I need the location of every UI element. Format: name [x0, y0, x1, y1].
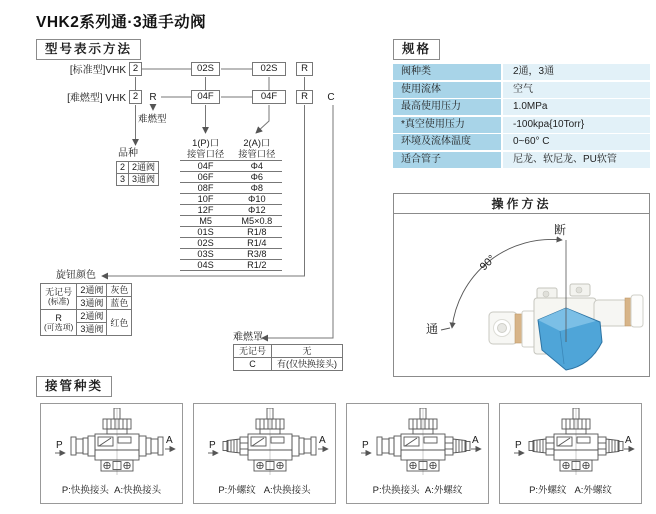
table-row [41, 310, 132, 323]
flame-type-row-label: [难燃型] VHK [67, 93, 126, 104]
spec-value: 0~60° C [503, 134, 650, 150]
table-row [180, 249, 282, 260]
table-row [117, 162, 159, 174]
variety-title: 品种 [118, 148, 138, 159]
variety-code: 3 [117, 174, 129, 186]
flame-cover-table [233, 344, 343, 371]
connection-box [499, 403, 642, 504]
port-size: Φ10 [231, 194, 282, 205]
connection-box [193, 403, 336, 504]
model-code-box: 2 [129, 62, 142, 76]
connection-section-header: 接管种类 [36, 376, 112, 397]
knob-color: 红色 [107, 310, 132, 336]
knob-code: R [55, 312, 62, 323]
model-code-box: 02S [191, 62, 220, 76]
table-row [180, 205, 282, 216]
port-code: 06F [180, 172, 231, 183]
connection-box [346, 403, 489, 504]
knob-group-code [41, 310, 77, 336]
table-row [180, 260, 282, 271]
spec-label: 最高使用压力 [393, 99, 501, 115]
knob-valve-type: 3通阀 [77, 323, 107, 336]
cover-code: 无记号 [234, 345, 272, 358]
knob-valve-type: 2通阀 [77, 310, 107, 323]
table-row [393, 152, 650, 168]
port-size-table [180, 138, 282, 271]
valve-drawing-thread-quick [195, 408, 336, 478]
cover-code: C [234, 358, 272, 371]
port-a-label: A [319, 435, 326, 446]
knob-note: (可选项) [44, 322, 74, 332]
port-code: 03S [180, 249, 231, 260]
flame-type-callout: 难燃型 [138, 114, 167, 125]
model-code-box: 02S [252, 62, 286, 76]
port-col2-sub: 接管口径 [238, 148, 276, 159]
operation-header: 操作方法 [394, 194, 649, 214]
port-col1-sub: 接管口径 [187, 148, 225, 159]
table-row [393, 82, 650, 98]
port-a-label: A [625, 435, 632, 446]
spec-label: 适合管子 [393, 152, 501, 168]
port-size: Φ6 [231, 172, 282, 183]
knob-color: 灰色 [107, 284, 132, 297]
connection-caption: P:快换接头 A:外螺纹 [372, 485, 463, 496]
table-row [393, 64, 650, 80]
knob-valve-type: 2通阀 [77, 284, 107, 297]
port-code: 02S [180, 238, 231, 249]
port-size: Φ12 [231, 205, 282, 216]
variety-name: 3通阀 [129, 174, 159, 186]
valve-drawing-thread-thread [501, 408, 642, 478]
port-p-label: P [56, 440, 63, 451]
valve-drawing-quick-quick [42, 408, 183, 478]
port-p-label: P [515, 440, 522, 451]
page-title: VHK2系列通·3通手动阀 [36, 14, 207, 31]
model-code-box: R [296, 62, 313, 76]
knob-note: (标准) [48, 296, 70, 306]
operation-box [393, 193, 650, 377]
table-row [180, 172, 282, 183]
spec-section-header: 规格 [393, 39, 440, 60]
on-label: 通 [426, 322, 439, 336]
port-col2-title: 2(A)口 [243, 138, 271, 148]
table-row [117, 174, 159, 186]
cover-value: 有(仅快换接头) [272, 358, 343, 371]
port-size: M5×0.8 [231, 216, 282, 227]
model-code-plain: R [149, 92, 157, 103]
variety-code: 2 [117, 162, 129, 174]
spec-label: *真空使用压力 [393, 117, 501, 133]
table-row [180, 183, 282, 194]
port-a-label: A [166, 435, 173, 446]
port-code: 08F [180, 183, 231, 194]
spec-value: 1.0MPa [503, 99, 650, 115]
port-code: M5 [180, 216, 231, 227]
port-size: R1/2 [231, 260, 282, 271]
table-row [180, 138, 282, 161]
port-size: R3/8 [231, 249, 282, 260]
table-row [393, 99, 650, 115]
table-row [180, 194, 282, 205]
connection-caption: P:外螺纹 A:外螺纹 [529, 485, 612, 496]
spec-label: 环境及流体温度 [393, 134, 501, 150]
knob-group-code [41, 284, 77, 310]
variety-table [116, 161, 159, 186]
angle-label: 90° [477, 252, 499, 274]
port-code: 10F [180, 194, 231, 205]
knob-valve-type: 3通阀 [77, 297, 107, 310]
table-row [180, 227, 282, 238]
model-code-box: 2 [129, 90, 142, 104]
spec-value: 空气 [503, 82, 650, 98]
table-row [234, 358, 343, 371]
port-code: 04S [180, 260, 231, 271]
model-code-box: R [296, 90, 313, 104]
port-code: 12F [180, 205, 231, 216]
model-code-box: 04F [191, 90, 220, 104]
port-size: R1/4 [231, 238, 282, 249]
cover-value: 无 [272, 345, 343, 358]
table-row [234, 345, 343, 358]
connection-caption: P:外螺纹 A:快换接头 [218, 485, 311, 496]
model-code-box: 04F [252, 90, 286, 104]
connection-caption: P:快换接头 A:快换接头 [61, 485, 162, 496]
spec-value: 2通，3通 [503, 64, 650, 80]
connection-box [40, 403, 183, 504]
table-row [41, 284, 132, 297]
spec-value: 尼龙、软尼龙、PU软管 [503, 152, 650, 168]
spec-label: 使用流体 [393, 82, 501, 98]
model-code-plain: C [327, 92, 335, 103]
port-col2-header [231, 138, 282, 161]
port-p-label: P [362, 440, 369, 451]
standard-type-label: [标准型]VHK [69, 65, 126, 76]
operation-diagram [394, 214, 649, 375]
knob-color-table [40, 283, 132, 336]
off-label: 断 [554, 223, 567, 237]
port-code: 01S [180, 227, 231, 238]
port-p-label: P [209, 440, 216, 451]
port-a-label: A [472, 435, 479, 446]
spec-label: 阀种类 [393, 64, 501, 80]
table-row [393, 134, 650, 150]
spec-value: -100kpa{10Torr} [503, 117, 650, 133]
knob-color: 蓝色 [107, 297, 132, 310]
port-size: R1/8 [231, 227, 282, 238]
flame-cover-title: 难燃罩 [233, 332, 263, 343]
port-col1-header [180, 138, 231, 161]
table-row [180, 216, 282, 227]
valve-drawing-quick-thread [348, 408, 489, 478]
table-row [180, 161, 282, 172]
variety-name: 2通阀 [129, 162, 159, 174]
port-size: Φ8 [231, 183, 282, 194]
table-row [393, 117, 650, 133]
port-size: Φ4 [231, 161, 282, 172]
table-row [180, 238, 282, 249]
port-code: 04F [180, 161, 231, 172]
knob-color-title: 旋钮颜色 [56, 270, 96, 281]
model-section-header: 型号表示方法 [36, 39, 141, 60]
knob-code: 无记号 [45, 286, 73, 297]
port-col1-title: 1(P)口 [192, 138, 220, 148]
spec-table [393, 64, 650, 169]
